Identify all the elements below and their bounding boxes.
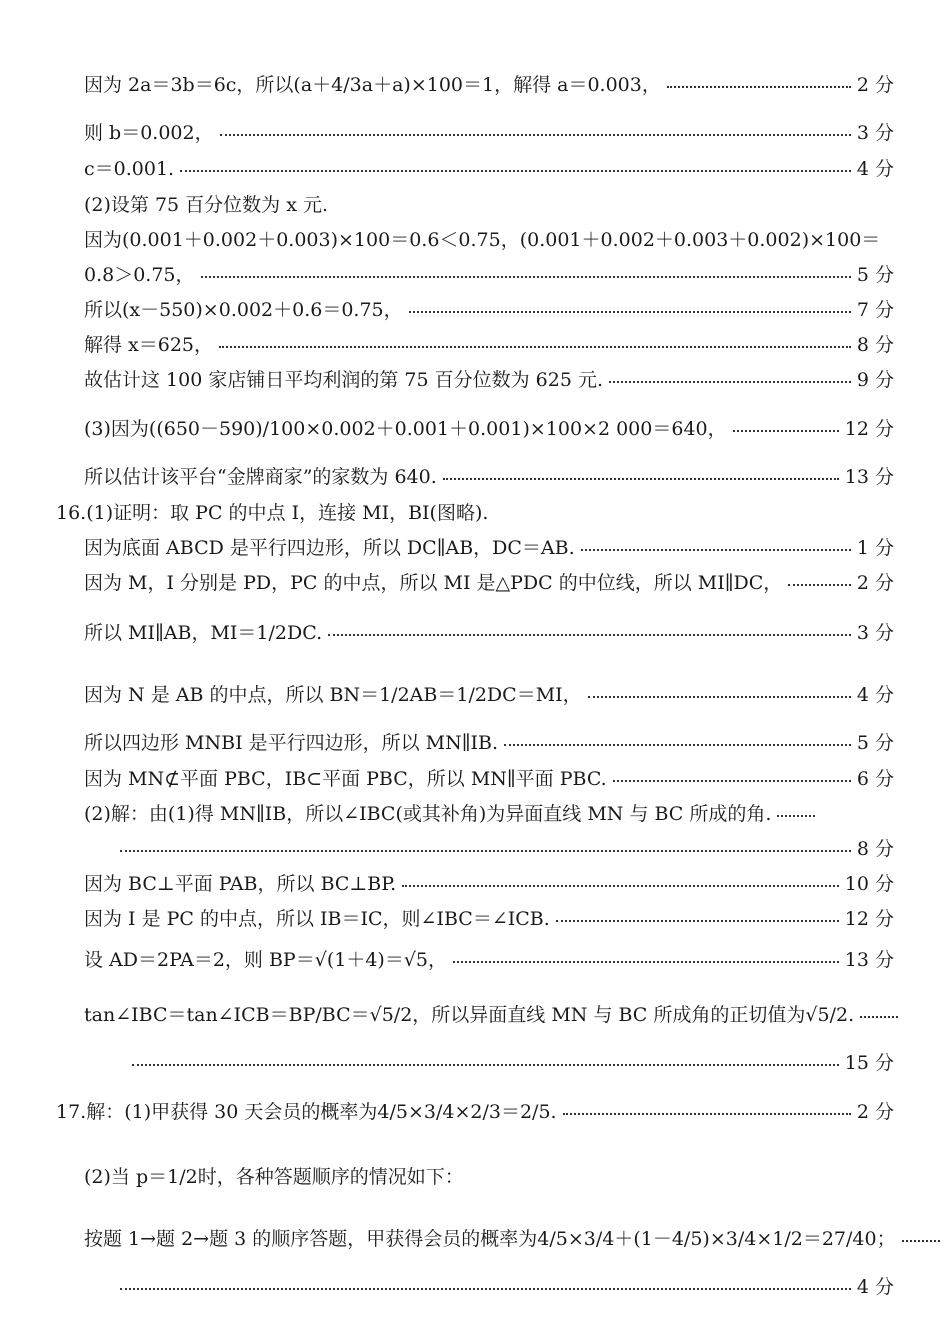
score-label: 4 分 [856,157,894,180]
solution-line-1 [84,66,894,100]
solution-line-11 [84,458,894,492]
score-label: 3 分 [856,121,894,144]
question-16-heading [56,494,894,528]
dot-leader [220,134,851,136]
score-label: 10 分 [844,872,894,895]
line-text: 解得 x＝625， [84,333,214,356]
dot-leader [120,850,851,852]
dot-leader [860,1016,898,1018]
score-label: 8 分 [856,837,894,860]
line-text: 因为 I 是 PC 的中点，所以 IB＝IC，则∠IBC＝∠ICB. [84,907,550,930]
solution-line-20 [120,830,894,864]
dot-leader [788,584,851,586]
dot-leader [120,1288,851,1290]
score-label: 9 分 [856,368,894,391]
solution-line-29 [120,1268,894,1302]
score-label: 1 分 [856,536,894,559]
line-text: 因为 M，I 分别是 PD，PC 的中点，所以 MI 是△PDC 的中位线，所以 MI∥DC， [84,571,783,594]
score-label: 12 分 [844,907,894,930]
solution-line-27 [84,1158,894,1192]
dot-leader [409,311,851,313]
line-text: tan∠IBC＝tan∠ICB＝BP/BC＝√5/2，所以异面直线 MN 与 BC 所成角的正切值为√5/2. [84,1003,855,1026]
solution-line-5 [84,221,894,255]
line-text: 所以四边形 MNBI 是平行四边形，所以 MN∥IB. [84,731,499,754]
dot-leader [667,86,851,88]
line-text: 所以估计该平台“金牌商家”的家数为 640. [84,465,437,488]
solution-line-18 [84,760,894,794]
dot-leader [777,815,815,817]
score-label: 2 分 [856,571,894,594]
solution-line-8 [84,326,894,360]
score-label: 2 分 [856,73,894,96]
score-label: 2 分 [856,1100,894,1123]
solution-line-9 [84,361,894,395]
score-label: 4 分 [856,1275,894,1298]
dot-leader [132,1064,839,1066]
dot-leader [733,430,839,432]
line-text: 因为 2a＝3b＝6c，所以(a＋4/3a＋a)×100＝1，解得 a＝0.003， [84,73,661,96]
solution-line-10 [84,410,894,444]
dot-leader [328,634,851,636]
dot-leader [556,920,839,922]
solution-line-6 [84,256,894,290]
line-text: 设 AD＝2PA＝2，则 BP＝√(1＋4)＝√5， [84,948,448,971]
solution-line-17 [84,724,894,758]
line-text: 因为 N 是 AB 的中点，所以 BN＝1/2AB＝1/2DC＝MI， [84,683,582,706]
dot-leader [201,276,851,278]
score-label: 13 分 [844,948,894,971]
score-label: 8 分 [856,333,894,356]
line-text: (2)解：由(1)得 MN∥IB，所以∠IBC(或其补角)为异面直线 MN 与 BC 所成的角. [84,802,772,825]
solution-line-16 [84,676,894,710]
line-text: 所以(x－550)×0.002＋0.6＝0.75， [84,298,403,321]
line-text: (2)设第 75 百分位数为 x 元. [84,193,329,216]
solution-line-25 [120,1044,894,1078]
dot-leader [402,885,839,887]
dot-leader [504,744,851,746]
dot-leader [609,381,851,383]
solution-line-14 [84,564,894,598]
question-17-heading [56,1093,894,1127]
line-text: 0.8＞0.75， [84,263,195,286]
score-label: 5 分 [856,263,894,286]
line-text: 16.(1)证明：取 PC 的中点 I，连接 MI，BI(图略). [56,501,489,524]
score-label: 4 分 [856,683,894,706]
dot-leader [219,346,851,348]
score-label: 12 分 [844,417,894,440]
solution-line-2 [84,114,894,148]
line-text: (3)因为((650－590)/100×0.002＋0.001＋0.001)×100×2 000＝640， [84,417,727,440]
line-text: 所以 MI∥AB，MI＝1/2DC. [84,621,323,644]
solution-line-22 [84,900,894,934]
solution-line-3 [84,150,894,184]
solution-line-19 [84,795,894,829]
solution-line-7 [84,291,894,325]
dot-leader [588,696,851,698]
solution-line-24 [84,996,894,1030]
score-label: 7 分 [856,298,894,321]
solution-line-4 [84,186,894,220]
line-text: 17.解：(1)甲获得 30 天会员的概率为4/5×3/4×2/3＝2/5. [56,1100,557,1123]
dot-leader [180,170,851,172]
line-text: 因为 BC⊥平面 PAB，所以 BC⊥BP. [84,872,397,895]
solution-line-23 [84,941,894,975]
score-label: 5 分 [856,731,894,754]
score-label: 3 分 [856,621,894,644]
dot-leader [443,478,839,480]
solution-line-28 [84,1220,894,1254]
score-label: 6 分 [856,767,894,790]
score-label: 15 分 [844,1051,894,1074]
line-text: 故估计这 100 家店铺日平均利润的第 75 百分位数为 625 元. [84,368,603,391]
line-text: 因为 MN⊄平面 PBC，IB⊂平面 PBC，所以 MN∥平面 PBC. [84,767,607,790]
line-text: 因为底面 ABCD 是平行四边形，所以 DC∥AB，DC＝AB. [84,536,575,559]
line-text: c＝0.001. [84,157,175,180]
dot-leader [613,780,851,782]
line-text: 则 b＝0.002， [84,121,214,144]
dot-leader [581,549,851,551]
solution-line-15 [84,614,894,648]
solution-line-21 [84,865,894,899]
dot-leader [453,961,839,963]
dot-leader [563,1113,851,1115]
dot-leader [902,1240,940,1242]
line-text: 按题 1→题 2→题 3 的顺序答题，甲获得会员的概率为4/5×3/4＋(1－4/5)×3/4×1/2＝27/40； [84,1227,896,1250]
line-text: (2)当 p＝1/2时，各种答题顺序的情况如下： [84,1165,464,1188]
score-label: 13 分 [844,465,894,488]
line-text: 因为(0.001＋0.002＋0.003)×100＝0.6＜0.75，(0.001＋0.002＋0.003＋0.002)×100＝ [84,228,881,251]
solution-line-13 [84,529,894,563]
